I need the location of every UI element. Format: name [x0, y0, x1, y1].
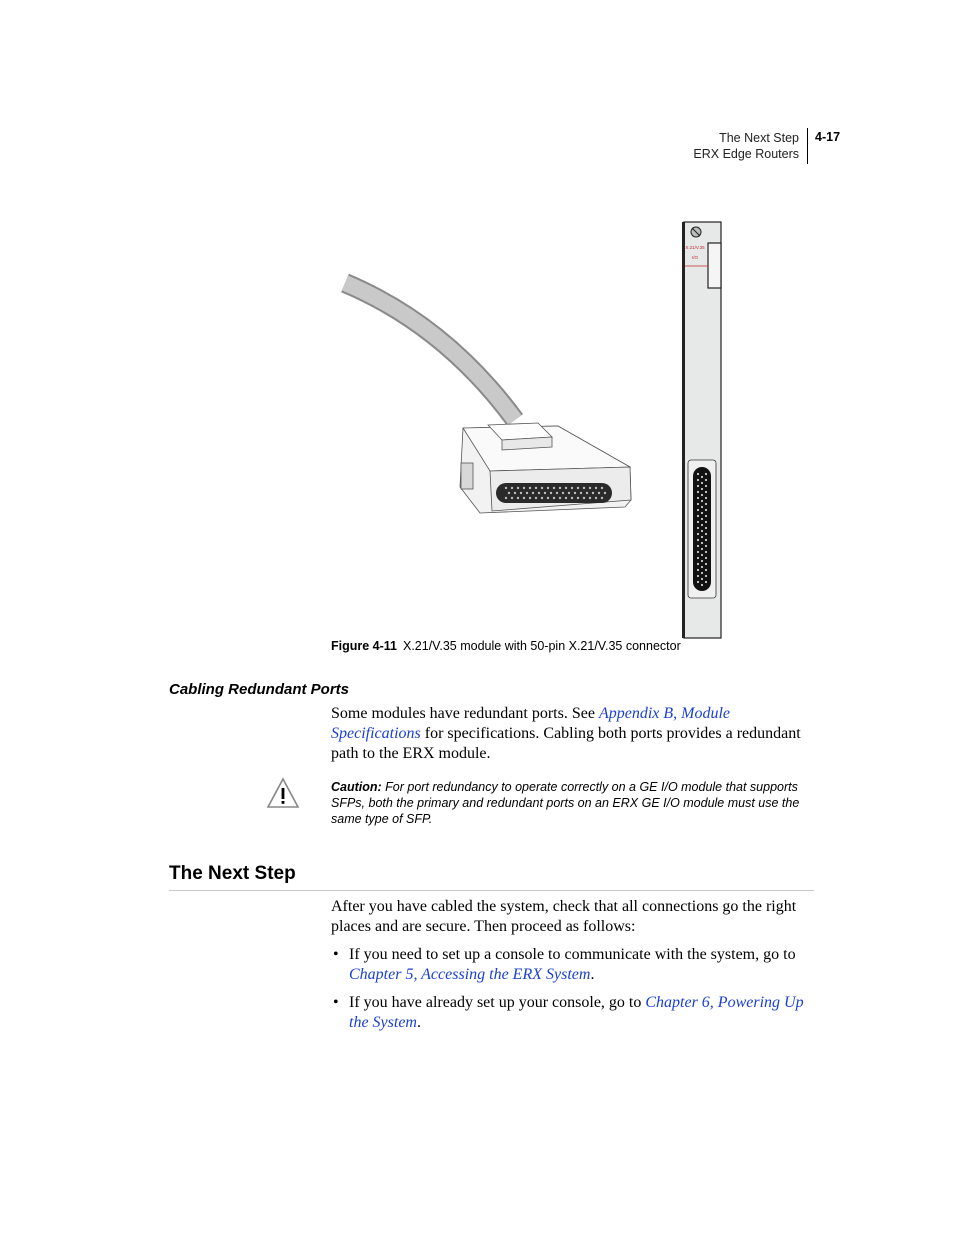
socket-pin	[697, 527, 699, 529]
socket-pin	[705, 491, 707, 493]
heading-cabling-redundant-ports: Cabling Redundant Ports	[169, 681, 349, 698]
socket-pin	[705, 515, 707, 517]
connector-pin	[517, 497, 519, 499]
link-chapter-5[interactable]: Chapter 5, Accessing the ERX System	[349, 966, 591, 983]
socket-pin	[701, 572, 703, 574]
list-item	[331, 945, 816, 985]
connector-pin	[535, 497, 537, 499]
connector-pin	[532, 492, 534, 494]
socket-pin	[701, 512, 703, 514]
connector-pin	[511, 487, 513, 489]
connector-pin	[547, 487, 549, 489]
socket-pin	[697, 545, 699, 547]
list-item-text-after: .	[590, 966, 595, 983]
connector-illustration	[330, 215, 730, 640]
socket-pin	[697, 479, 699, 481]
connector-pin	[559, 487, 561, 489]
connector-pin	[505, 497, 507, 499]
connector-pin	[589, 487, 591, 489]
connector-pin	[574, 492, 576, 494]
socket-pin	[705, 485, 707, 487]
socket-pin	[697, 569, 699, 571]
socket-pin	[697, 563, 699, 565]
connector-pin	[526, 492, 528, 494]
figure-number: Figure 4-11	[331, 639, 397, 653]
connector-pin	[529, 487, 531, 489]
connector-pin	[514, 492, 516, 494]
para-text-after: for specifications. Cabling both ports provides a redundant path to the ERX module.	[331, 725, 801, 762]
figure-x21-module	[330, 215, 730, 640]
socket-pin	[697, 581, 699, 583]
socket-pin	[697, 503, 699, 505]
socket-pin	[705, 569, 707, 571]
list-item	[331, 993, 816, 1033]
module-label-type: X.21/V.35	[685, 245, 705, 250]
socket-pin	[701, 494, 703, 496]
connector-pin	[523, 487, 525, 489]
socket-pin	[705, 509, 707, 511]
paragraph-redundant-ports	[331, 704, 816, 764]
heading-the-next-step: The Next Step	[169, 863, 296, 884]
header-book-title: ERX Edge Routers	[693, 147, 799, 161]
connector-pin	[550, 492, 552, 494]
socket-pin	[701, 518, 703, 520]
caution-text: For port redundancy to operate correctly on a GE I/O module that supports SFPs, both the primary and redundant ports on an ERX GE I/O module must use the same type of SFP.	[331, 780, 800, 826]
socket-pin	[705, 503, 707, 505]
socket-pin	[705, 533, 707, 535]
connector-pin	[586, 492, 588, 494]
socket-pin	[705, 479, 707, 481]
connector-pin	[580, 492, 582, 494]
connector-pin	[562, 492, 564, 494]
header-section-title: The Next Step	[719, 131, 799, 145]
socket-pin	[701, 578, 703, 580]
socket-pin	[701, 482, 703, 484]
socket-pin	[697, 485, 699, 487]
socket-pin	[697, 491, 699, 493]
page-number: 4-17	[815, 130, 841, 144]
connector-pin	[556, 492, 558, 494]
socket-pin	[697, 521, 699, 523]
socket-pin	[697, 515, 699, 517]
connector-pin	[523, 497, 525, 499]
socket-pin	[697, 539, 699, 541]
list-item-text-before: If you need to set up a console to communicate with the system, go to	[349, 946, 796, 963]
list-item-text-after: .	[416, 1014, 421, 1031]
link-appendix-b[interactable]: Appendix B, Module Specifications	[331, 705, 731, 742]
connector-pin	[553, 497, 555, 499]
connector-pin	[598, 492, 600, 494]
socket-pin	[697, 575, 699, 577]
connector-pin	[583, 497, 585, 499]
figure-caption	[331, 639, 681, 653]
socket-pin	[701, 530, 703, 532]
connector-pin	[535, 487, 537, 489]
socket-pin	[701, 506, 703, 508]
socket-pin	[705, 557, 707, 559]
socket-pin	[705, 521, 707, 523]
socket-pin	[701, 548, 703, 550]
connector-pin	[595, 497, 597, 499]
connector-pin	[511, 497, 513, 499]
socket-pin	[697, 533, 699, 535]
caution-note	[331, 779, 811, 827]
para-text-before: Some modules have redundant ports. See	[331, 705, 599, 722]
heading-underline	[169, 890, 814, 891]
socket-pin	[705, 473, 707, 475]
socket-pin	[705, 551, 707, 553]
connector-pin	[508, 492, 510, 494]
connector-pin	[517, 487, 519, 489]
next-step-list	[331, 945, 816, 1041]
connector-pin	[541, 497, 543, 499]
socket-pin	[701, 566, 703, 568]
socket-pin	[701, 584, 703, 586]
connector-pin	[538, 492, 540, 494]
socket-pin	[705, 497, 707, 499]
socket-pin	[701, 524, 703, 526]
connector-pin	[505, 487, 507, 489]
connector-pin	[583, 487, 585, 489]
connector-pin	[565, 487, 567, 489]
connector-pin	[604, 492, 606, 494]
connector-pin	[595, 487, 597, 489]
connector-pin	[577, 497, 579, 499]
socket-pin	[701, 476, 703, 478]
socket-pin	[697, 473, 699, 475]
connector-pin	[592, 492, 594, 494]
module-label-io: I/O	[691, 255, 699, 260]
socket-pin	[701, 488, 703, 490]
socket-pin	[697, 551, 699, 553]
connector-pin	[568, 492, 570, 494]
socket-pin	[705, 545, 707, 547]
connector-pin	[529, 497, 531, 499]
connector-pin	[589, 497, 591, 499]
socket-pin	[697, 509, 699, 511]
socket-pin	[697, 497, 699, 499]
connector-pin	[601, 487, 603, 489]
socket-pin	[701, 536, 703, 538]
socket-pin	[705, 575, 707, 577]
paragraph-next-step-intro: After you have cabled the system, check that all connections go the right places and are secure. Then proceed as follows:	[331, 898, 797, 935]
connector-pin	[577, 487, 579, 489]
socket-pin	[701, 500, 703, 502]
header-divider	[807, 128, 808, 164]
socket-pin	[705, 527, 707, 529]
figure-caption-text: X.21/V.35 module with 50-pin X.21/V.35 connector	[403, 639, 681, 653]
socket-pin	[697, 557, 699, 559]
list-item-text-before: If you have already set up your console, go to	[349, 994, 646, 1011]
warning-triangle-icon	[266, 777, 300, 809]
bullet-icon: •	[333, 946, 339, 963]
connector-pin	[601, 497, 603, 499]
connector-pin	[553, 487, 555, 489]
socket-pin	[705, 539, 707, 541]
connector-pin	[559, 497, 561, 499]
link-chapter-6[interactable]: Chapter 6, Powering Up the System	[349, 994, 804, 1031]
connector-pin	[571, 487, 573, 489]
connector-pin	[571, 497, 573, 499]
bullet-icon: •	[333, 994, 339, 1011]
socket-pin	[701, 560, 703, 562]
socket-pin	[701, 542, 703, 544]
socket-pin	[705, 563, 707, 565]
connector-pin	[547, 497, 549, 499]
socket-pin	[705, 581, 707, 583]
socket-pin	[701, 554, 703, 556]
connector-pin	[565, 497, 567, 499]
connector-pin	[544, 492, 546, 494]
connector-pin	[541, 487, 543, 489]
running-header	[693, 130, 799, 162]
connector-pin	[520, 492, 522, 494]
caution-label: Caution:	[331, 780, 382, 794]
